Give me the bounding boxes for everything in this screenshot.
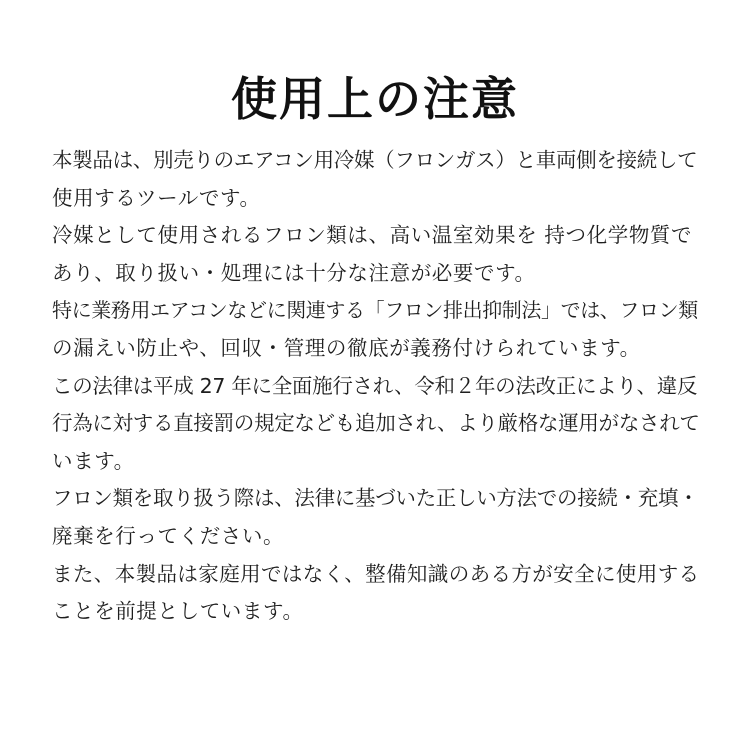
notice-line: 使用するツールです。 — [52, 185, 261, 210]
notice-line: 廃棄を行ってください。 — [52, 523, 285, 548]
notice-line: 本製品は、別売りのエアコン用冷媒（フロンガス）と車両側を接続して — [52, 148, 698, 172]
notice-line: この法律は平成 27 年に全面施行され、令和２年の法改正により、違反 — [52, 373, 698, 398]
notice-line: 特に業務用エアコンなどに関連する「フロン排出抑制法」では、フロン類 — [52, 298, 698, 323]
notice-line: 冷媒として使用されるフロン類は、高い温室効果を 持つ化学物質で — [52, 223, 693, 248]
notice-line: 行為に対する直接罰の規定なども追加され、より厳格な運用がなされて — [52, 411, 700, 436]
notice-line: の漏えい防止や、回収・管理の徹底が義務付けられています。 — [52, 335, 641, 360]
notice-line: ことを前提としています。 — [52, 599, 304, 624]
notice-line: フロン類を取り扱う際は、法律に基づいた正しい方法での接続・充填・ — [52, 486, 699, 511]
notice-line: あり、取り扱い・処理には十分な注意が必要です。 — [52, 260, 536, 285]
notice-body — [52, 142, 700, 631]
notice-line: います。 — [52, 448, 135, 473]
notice-line: また、本製品は家庭用ではなく、整備知識のある方が安全に使用する — [52, 561, 700, 586]
page-title: 使用上の注意 — [231, 71, 519, 126]
